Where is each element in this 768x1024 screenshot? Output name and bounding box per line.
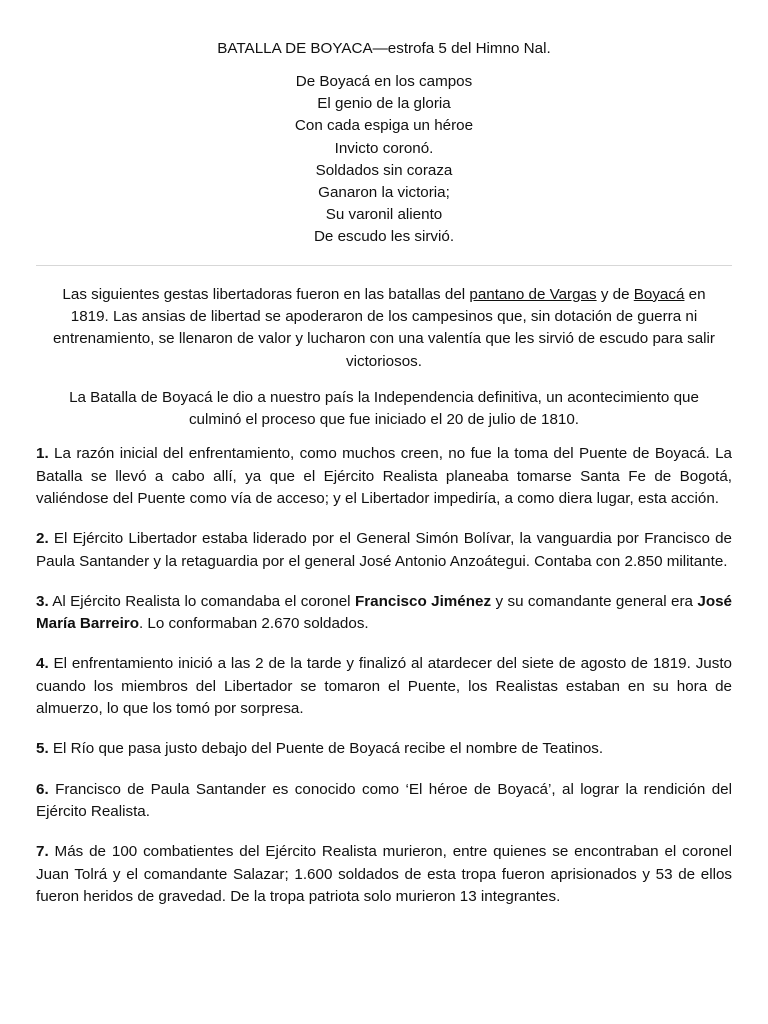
fact-number: 3. [36,592,49,610]
fact-item-4 [36,653,732,720]
link-pantano-de-vargas[interactable]: pantano de Vargas [469,285,597,303]
fact-number: 6. [36,780,49,798]
intro-paragraph [42,284,726,373]
fact-text: El enfrentamiento inició a las 2 de la tarde y finalizó al atardecer del siete de agosto de 1819. Justo cuando los miembros del Libertador se tomaron el Puente, los Realistas estaban en su hora de almuerzo, lo que los tomó por sorpresa. [36,655,732,718]
intro-text: en 1819. Las ansias de libertad se apoderaron de los campesinos que, sin dotación de guerra ni entrenamiento, se llenaron de valor y lucharon con una valentía que les sirvió de escudo para salir victoriosos. [53,285,715,370]
fact-bold-name: Francisco Jiménez [354,592,492,610]
fact-bold-name: José María Barreiro [36,592,732,633]
fact-number: 1. [36,445,49,463]
fact-text: . Lo conformaban 2.670 soldados. [138,615,369,633]
fact-text: El Ejército Libertador estaba liderado por el General Simón Bolívar, la vanguardia por Francisco de Paula Santander y la retaguardia por el general José Antonio Anzoátegui. Contaba con 2.850 militante. [36,530,732,570]
fact-item-5 [36,738,732,760]
fact-text: Más de 100 combatientes del Ejército Realista murieron, entre quienes se encontraban el coronel Juan Tolrá y el comandante Salazar; 1.600 soldados de esta tropa fueron aprisionados y 53 de ellos fueron heridos de gravedad. De la tropa patriota solo murieron 13 integrantes. [36,843,732,905]
fact-item-6 [36,779,732,824]
fact-number: 4. [36,655,49,673]
fact-item-2 [36,528,732,573]
facts-list [36,443,732,908]
stanza-line: Con cada espiga un héroe [294,117,474,135]
fact-number: 7. [36,843,49,861]
independence-paragraph: La Batalla de Boyacá le dio a nuestro país la Independencia definitiva, un acontecimiento que culminó el proceso que fue iniciado el 20 de julio de 1810. [69,388,699,429]
link-boyaca[interactable]: Boyacá [633,285,685,303]
stanza-line: De escudo les sirvió. [313,228,455,246]
fact-number: 5. [36,740,49,758]
fact-text: Al Ejército Realista lo comandaba el coronel [48,592,355,610]
stanza-line: De Boyacá en los campos [295,73,473,90]
stanza-line: Ganaron la victoria; [318,184,450,202]
intro-text: Las siguientes gestas libertadoras fueron en las batallas del [62,285,470,303]
fact-number: 2. [36,530,49,548]
fact-text: La razón inicial del enfrentamiento, como muchos creen, no fue la toma del Puente de Boyacá. La Batalla se llevó a cabo allí, ya que el Ejército Realista planeaba tomarse Santa Fe de Bogotá, valiéndose del Puente como vía de acceso; y el Libertador impediría, a como diera lugar, esta acción. [36,445,732,507]
fact-text: El Río que pasa justo debajo del Puente de Boyacá recibe el nombre de Teatinos. [48,740,604,758]
page-title: BATALLA DE BOYACA—estrofa 5 del Himno Nal. [217,40,551,57]
fact-item-1 [36,443,732,510]
section-divider [36,265,732,266]
stanza-line: Su varonil aliento [325,206,443,224]
fact-item-7 [36,841,732,908]
fact-item-3 [36,591,732,636]
anthem-stanza [36,71,732,249]
stanza-line: Soldados sin coraza [315,161,453,179]
intro-text: y de [596,285,634,303]
stanza-line: Invicto coronó. [334,139,434,157]
fact-text: y su comandante general era [491,592,698,610]
stanza-line: El genio de la gloria [317,95,451,113]
fact-text: Francisco de Paula Santander es conocido como ‘El héroe de Boyacá’, al lograr la rendición del Ejército Realista. [36,780,732,820]
